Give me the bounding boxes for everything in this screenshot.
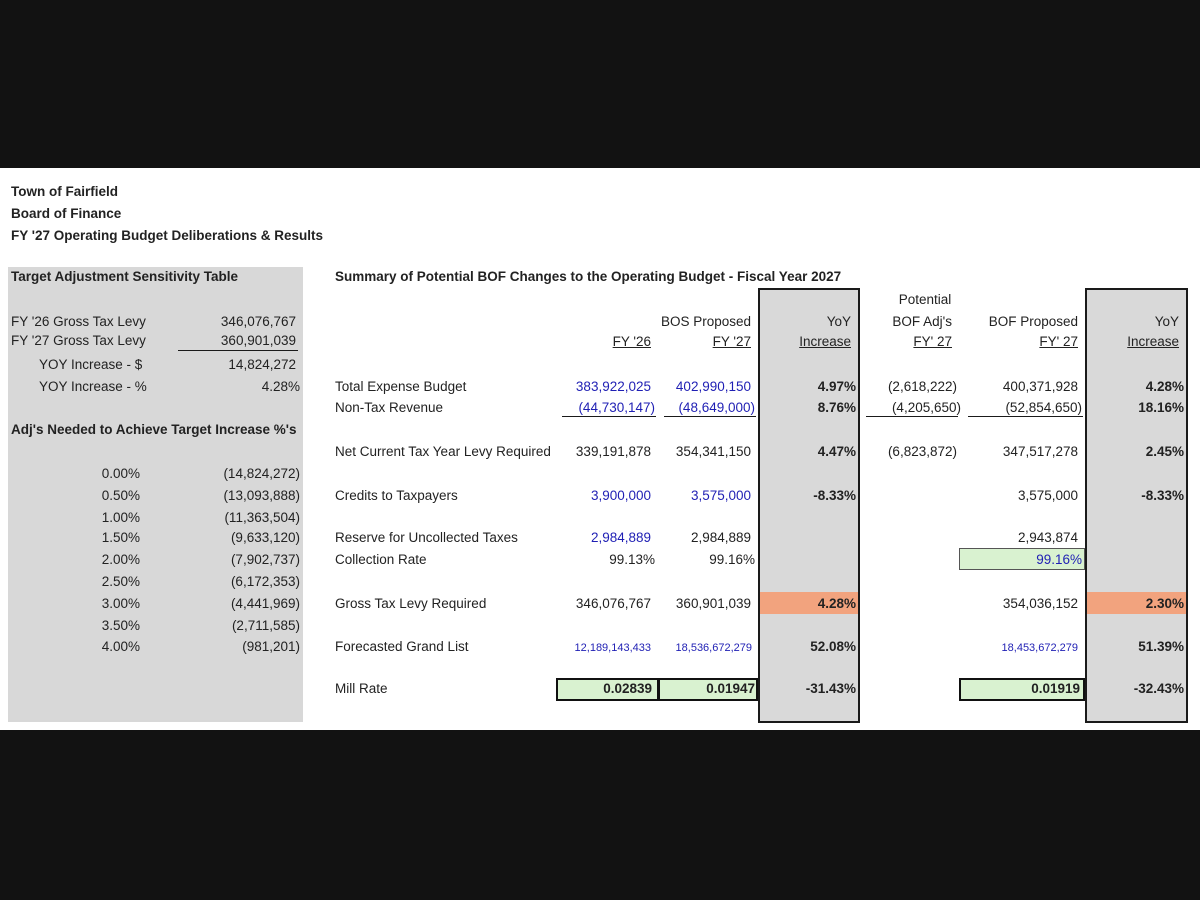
gross-yoy2: 2.30% — [1145, 596, 1184, 611]
net-levy-bos: 354,341,150 — [675, 444, 751, 459]
grand-list-fy26[interactable]: 12,189,143,433 — [574, 642, 651, 654]
bos-header-top: BOS Proposed — [660, 314, 751, 329]
fy26-levy-value: 346,076,767 — [220, 314, 296, 329]
header-town: Town of Fairfield — [11, 184, 118, 199]
row-label-credits: Credits to Taxpayers — [335, 488, 458, 503]
net-levy-bof: 347,517,278 — [1002, 444, 1078, 459]
total-expense-bof: 400,371,928 — [1002, 379, 1078, 394]
reserve-bof: 2,943,874 — [1017, 530, 1078, 545]
bos-header-bottom: FY '27 — [712, 334, 751, 349]
non-tax-bof-underline — [968, 416, 1083, 417]
gross-yoy: 4.28% — [817, 596, 856, 611]
spreadsheet — [0, 168, 1200, 730]
mill-yoy2: -32.43% — [1133, 681, 1184, 696]
mill-yoy: -31.43% — [805, 681, 856, 696]
row-label-net-levy: Net Current Tax Year Levy Required — [335, 444, 551, 459]
non-tax-fy26-underline — [562, 416, 656, 417]
sensitivity-title: Target Adjustment Sensitivity Table — [11, 269, 239, 284]
target-adj: (9,633,120) — [230, 530, 300, 545]
non-tax-fy26[interactable]: (44,730,147) — [578, 400, 655, 415]
row-label-non-tax: Non-Tax Revenue — [335, 400, 444, 415]
mill-bos: 0.01947 — [706, 681, 755, 696]
adj-title: Adj's Needed to Achieve Target Increase %'s — [11, 422, 297, 437]
target-pct: 3.00% — [101, 596, 140, 611]
mill-bof: 0.01919 — [1031, 681, 1080, 696]
non-tax-adj-underline — [866, 416, 958, 417]
total-expense-yoy2: 4.28% — [1145, 379, 1184, 394]
adj-header-top1: Potential — [898, 292, 952, 307]
non-tax-adj: (4,205,650) — [891, 400, 961, 415]
target-adj: (11,363,504) — [224, 510, 300, 525]
adj-header-bottom: FY' 27 — [913, 334, 952, 349]
summary-title: Summary of Potential BOF Changes to the Operating Budget - Fiscal Year 2027 — [335, 269, 842, 284]
target-pct: 4.00% — [101, 639, 140, 654]
yoy2-header-top: YoY — [1154, 314, 1179, 329]
credits-yoy: -8.33% — [813, 488, 856, 503]
gross-bos: 360,901,039 — [675, 596, 751, 611]
yoy-header-bottom: Increase — [799, 334, 851, 349]
target-adj: (6,172,353) — [230, 574, 300, 589]
target-pct: 2.00% — [101, 552, 140, 567]
target-pct: 0.00% — [101, 466, 140, 481]
reserve-fy26[interactable]: 2,984,889 — [590, 530, 651, 545]
total-expense-adj: (2,618,222) — [887, 379, 957, 394]
net-levy-yoy2: 2.45% — [1145, 444, 1184, 459]
total-expense-bos[interactable]: 402,990,150 — [675, 379, 751, 394]
yoy-pct-value: 4.28% — [261, 379, 300, 394]
row-label-total-expense: Total Expense Budget — [335, 379, 467, 394]
collection-fy26: 99.13% — [609, 552, 655, 567]
gross-bof: 354,036,152 — [1002, 596, 1078, 611]
credits-yoy2: -8.33% — [1141, 488, 1184, 503]
bof-header-top: BOF Proposed — [988, 314, 1078, 329]
target-pct: 2.50% — [101, 574, 140, 589]
total-expense-fy26[interactable]: 383,922,025 — [575, 379, 651, 394]
fy26-header: FY '26 — [612, 334, 651, 349]
fy27-levy-label: FY '27 Gross Tax Levy — [11, 333, 146, 348]
gross-fy26: 346,076,767 — [575, 596, 651, 611]
grand-list-yoy2: 51.39% — [1138, 639, 1184, 654]
reserve-bos: 2,984,889 — [690, 530, 751, 545]
target-pct: 0.50% — [101, 488, 140, 503]
target-adj: (4,441,969) — [230, 596, 300, 611]
row-label-reserve: Reserve for Uncollected Taxes — [335, 530, 518, 545]
adj-header-top2: BOF Adj's — [892, 314, 952, 329]
target-pct: 3.50% — [101, 618, 140, 633]
row-label-mill: Mill Rate — [335, 681, 388, 696]
levy-underline — [178, 350, 298, 351]
yoy-dollar-value: 14,824,272 — [228, 357, 296, 372]
row-label-gross: Gross Tax Levy Required — [335, 596, 487, 611]
header-title: FY '27 Operating Budget Deliberations & Results — [11, 228, 324, 243]
credits-bos[interactable]: 3,575,000 — [690, 488, 751, 503]
non-tax-yoy2: 18.16% — [1138, 400, 1184, 415]
total-expense-yoy: 4.97% — [817, 379, 856, 394]
non-tax-bos-underline — [664, 416, 756, 417]
net-levy-adj: (6,823,872) — [887, 444, 957, 459]
yoy2-header-bottom: Increase — [1127, 334, 1179, 349]
target-adj: (2,711,585) — [231, 618, 300, 633]
fy26-levy-label: FY '26 Gross Tax Levy — [11, 314, 146, 329]
grand-list-bos[interactable]: 18,536,672,279 — [675, 642, 752, 654]
collection-bos: 99.16% — [709, 552, 755, 567]
target-adj: (13,093,888) — [223, 488, 300, 503]
fy27-levy-value: 360,901,039 — [220, 333, 296, 348]
non-tax-yoy: 8.76% — [817, 400, 856, 415]
target-adj: (7,902,737) — [230, 552, 300, 567]
net-levy-fy26: 339,191,878 — [575, 444, 651, 459]
header-board: Board of Finance — [11, 206, 122, 221]
mill-fy26: 0.02839 — [603, 681, 652, 696]
collection-bof[interactable]: 99.16% — [1036, 552, 1082, 567]
grand-list-yoy: 52.08% — [810, 639, 856, 654]
credits-bof: 3,575,000 — [1017, 488, 1078, 503]
row-label-collection: Collection Rate — [335, 552, 427, 567]
yoy-header-top: YoY — [826, 314, 851, 329]
target-adj: (14,824,272) — [223, 466, 300, 481]
grand-list-bof[interactable]: 18,453,672,279 — [1001, 642, 1078, 654]
non-tax-bof: (52,854,650) — [1005, 400, 1082, 415]
bof-header-bottom: FY' 27 — [1039, 334, 1078, 349]
target-adj: (981,201) — [242, 639, 300, 654]
credits-fy26[interactable]: 3,900,000 — [590, 488, 651, 503]
yoy-pct-label: YOY Increase - % — [39, 379, 147, 394]
non-tax-bos[interactable]: (48,649,000) — [678, 400, 755, 415]
yoy-dollar-label: YOY Increase - $ — [39, 357, 143, 372]
target-pct: 1.50% — [101, 530, 140, 545]
yoy2-column-box — [1085, 288, 1188, 723]
row-label-grand-list: Forecasted Grand List — [335, 639, 469, 654]
net-levy-yoy: 4.47% — [817, 444, 856, 459]
target-pct: 1.00% — [101, 510, 140, 525]
yoy-column-box — [758, 288, 860, 723]
